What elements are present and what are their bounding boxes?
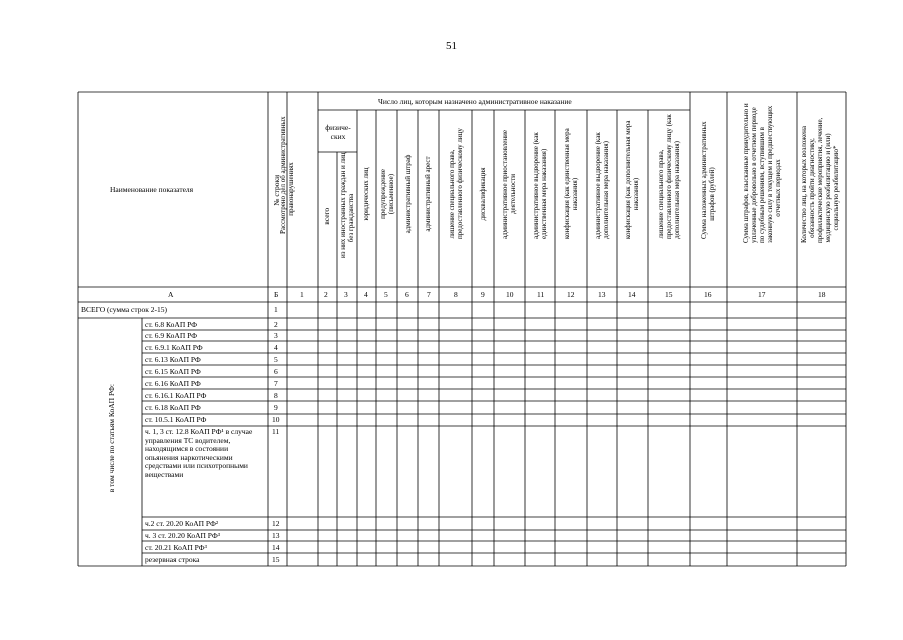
header-phys-title: физиче- ских [325, 123, 351, 141]
header-fine: административный штраф [404, 154, 412, 234]
header-count-persons: Количество лиц, на которых возложена обязанность пройти диагностику, профилактические мероприятия, лечение, медицинскую реабилитацию и (или) социальную реабилитацию* [800, 117, 840, 243]
header-sum-fines: Сумма наложенных административных штрафов (рублей) [700, 121, 716, 239]
row-num: 4 [274, 343, 278, 352]
header-considered: Рассмотрено дел об административных правонарушениях [279, 116, 295, 234]
col-code-11: 11 [537, 290, 545, 299]
row-num: 2 [274, 320, 278, 329]
row-label: резервная строка [145, 555, 200, 564]
header-sum-collected: Сумма штрафов, взысканные принудительно и уплаченные добровольно в отчетном периоде по судебным решениям, вступившим в законную силу в текущем и предшествующих отчетных периодах [742, 103, 782, 243]
row-label: ст. 10.5.1 КоАП РФ [145, 415, 207, 424]
col-code-2: 2 [324, 290, 328, 299]
header-phys-foreign: из них иностранных граждан и лиц без гражданства [339, 152, 355, 258]
header-warning: предупреждение (письменное) [379, 169, 395, 219]
col-code-3: 3 [344, 290, 348, 299]
header-deprivation-add: лишение специального права, предоставленного физическому лицу (как дополнительная мера наказания) [657, 114, 681, 239]
col-code-7: 7 [427, 290, 431, 299]
col-code-1: 1 [300, 290, 304, 299]
col-code-15: 15 [665, 290, 673, 299]
col-code-6: 6 [405, 290, 409, 299]
total-row-num: 1 [274, 305, 278, 314]
row-label: ст. 6.9 КоАП РФ [145, 331, 198, 340]
row-num: 3 [274, 331, 278, 340]
row-label: ст. 6.15 КоАП РФ [145, 367, 201, 376]
row-num: 10 [272, 415, 280, 424]
side-label: в том числе по статьям КоАП РФ: [106, 383, 116, 493]
col-code-17: 17 [758, 290, 766, 299]
header-group-title: Число лиц, которым назначено административное наказание [378, 97, 572, 106]
row-label: ч.2 ст. 20.20 КоАП РФ² [145, 519, 219, 528]
col-code-9: 9 [481, 290, 485, 299]
row-label: ч. 1, 3 ст. 12.8 КоАП РФ¹ в случае управления ТС водителем, находящимся в состоянии опьянения наркотическими средствами или психотропными веществами [145, 427, 253, 479]
col-code-5: 5 [384, 290, 388, 299]
header-legal: юридических лиц [362, 167, 370, 221]
header-suspension: административное приостановление деятельности [501, 130, 517, 239]
row-num: 11 [272, 427, 280, 436]
col-code-14: 14 [628, 290, 636, 299]
row-label: ч. 3 ст. 20.20 КоАП РФ³ [145, 531, 220, 540]
row-num: 7 [274, 379, 278, 388]
header-disqualification: дисквалификация [479, 167, 487, 221]
col-code-13: 13 [598, 290, 606, 299]
row-num: 13 [272, 531, 280, 540]
header-deprivation: лишение специального права, предоставленного физическому лицу [448, 128, 464, 239]
header-confiscation-add: конфискация (как дополнительная мера наказания) [624, 120, 640, 239]
row-label: ст. 6.8 КоАП РФ [145, 320, 198, 329]
header-expulsion-add: административное выдворение (как дополнительная мера наказания) [594, 132, 610, 239]
row-label: ст. 6.18 КоАП РФ [145, 403, 201, 412]
row-num: 12 [272, 519, 280, 528]
col-code-12: 12 [567, 290, 575, 299]
row-label: ст. 6.16 КоАП РФ [145, 379, 201, 388]
header-expulsion-single: административное выдворение (как единственная мера наказания) [532, 132, 548, 239]
col-code-b: Б [274, 290, 279, 299]
header-arrest: административный арест [424, 156, 432, 232]
header-phys-all: всего [321, 207, 331, 225]
header-confiscation-single: конфискация (как единственная мера наказания) [563, 128, 579, 239]
page-number: 51 [446, 40, 457, 52]
header-row-col: № строки [271, 174, 281, 206]
row-num: 9 [274, 403, 278, 412]
row-num: 8 [274, 391, 278, 400]
col-code-10: 10 [506, 290, 514, 299]
row-label: ст. 20.21 КоАП РФ³ [145, 543, 207, 552]
row-num: 5 [274, 355, 278, 364]
col-code-4: 4 [364, 290, 368, 299]
row-num: 6 [274, 367, 278, 376]
row-label: ст. 6.13 КоАП РФ [145, 355, 201, 364]
header-name-col: Наименование показателя [110, 185, 194, 194]
col-code-18: 18 [818, 290, 826, 299]
row-label: ст. 6.16.1 КоАП РФ [145, 391, 207, 400]
col-code-16: 16 [704, 290, 712, 299]
row-label: ст. 6.9.1 КоАП РФ [145, 343, 203, 352]
total-row-label: ВСЕГО (сумма строк 2-15) [81, 305, 168, 314]
col-code-a: А [168, 290, 174, 299]
row-num: 15 [272, 555, 280, 564]
row-num: 14 [272, 543, 280, 552]
col-code-8: 8 [454, 290, 458, 299]
